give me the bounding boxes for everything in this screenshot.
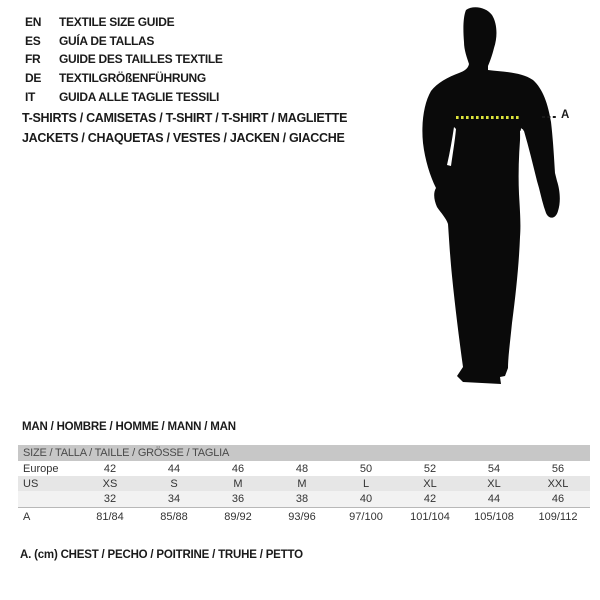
guide-title: GUÍA DE TALLAS [59,33,155,48]
size-cell: 56 [551,462,565,475]
size-cell: 101/104 [410,510,450,523]
size-cell: 105/108 [474,510,514,523]
size-cell: 50 [359,462,373,475]
size-cell: 48 [295,462,309,475]
size-table [18,445,590,525]
guide-title: GUIDA ALLE TAGLIE TESSILI [59,89,220,104]
language-code: IT [25,89,36,104]
size-cell: 38 [295,493,309,505]
size-cell: XXL [547,477,569,490]
row-label: Europe [23,462,59,475]
size-cell: 85/88 [160,510,188,523]
size-cell: 89/92 [224,510,252,523]
language-code: EN [25,15,42,30]
language-code: FR [25,52,41,67]
size-cell: 97/100 [349,510,383,523]
guide-title: GUIDE DES TAILLES TEXTILE [59,52,223,67]
size-cell: 46 [551,493,565,505]
size-cell: XL [423,477,437,490]
size-cell: M [297,477,307,490]
table-row-europe [18,461,590,476]
chest-footnote: A. (cm) CHEST / PECHO / POITRINE / TRUHE / PETTO [20,549,303,561]
guide-title: TEXTILGRÖßENFÜHRUNG [59,71,206,86]
measurement-label-a: A [561,109,570,121]
size-cell: 34 [167,493,181,505]
row-label: A [23,510,31,523]
size-cell: 42 [423,493,437,505]
size-cell: 54 [487,462,501,475]
size-table-header: SIZE / TALLA / TAILLE / GRÖSSE / TAGLIA [18,445,590,461]
size-cell: XS [102,477,118,490]
man-silhouette [422,7,559,384]
table-row-us [18,476,590,491]
size-cell: 36 [231,493,245,505]
size-cell: 44 [167,462,181,475]
category-tshirts: T-SHIRTS / CAMISETAS / T-SHIRT / T-SHIRT / MAGLIETTE [22,111,348,125]
size-cell: M [233,477,243,490]
guide-title: TEXTILE SIZE GUIDE [59,15,175,30]
size-cell: 42 [103,462,117,475]
language-code: DE [25,71,42,86]
section-title-man: MAN / HOMBRE / HOMME / MANN / MAN [22,421,236,433]
size-cell: XL [487,477,501,490]
size-cell: 32 [103,493,117,505]
table-row-chest-cm [18,507,590,525]
size-cell: 109/112 [538,510,578,523]
size-cell: 81/84 [96,510,124,523]
size-cell: 44 [487,493,501,505]
size-cell: L [362,477,370,490]
size-cell: 40 [359,493,373,505]
size-cell: S [170,477,178,490]
size-cell: 52 [423,462,437,475]
size-cell: 93/96 [288,510,316,523]
row-label: US [23,477,39,490]
category-jackets: JACKETS / CHAQUETAS / VESTES / JACKEN / GIACCHE [22,130,345,145]
table-row-numeric [18,491,590,507]
size-cell: 46 [231,462,245,475]
language-code: ES [25,33,41,48]
